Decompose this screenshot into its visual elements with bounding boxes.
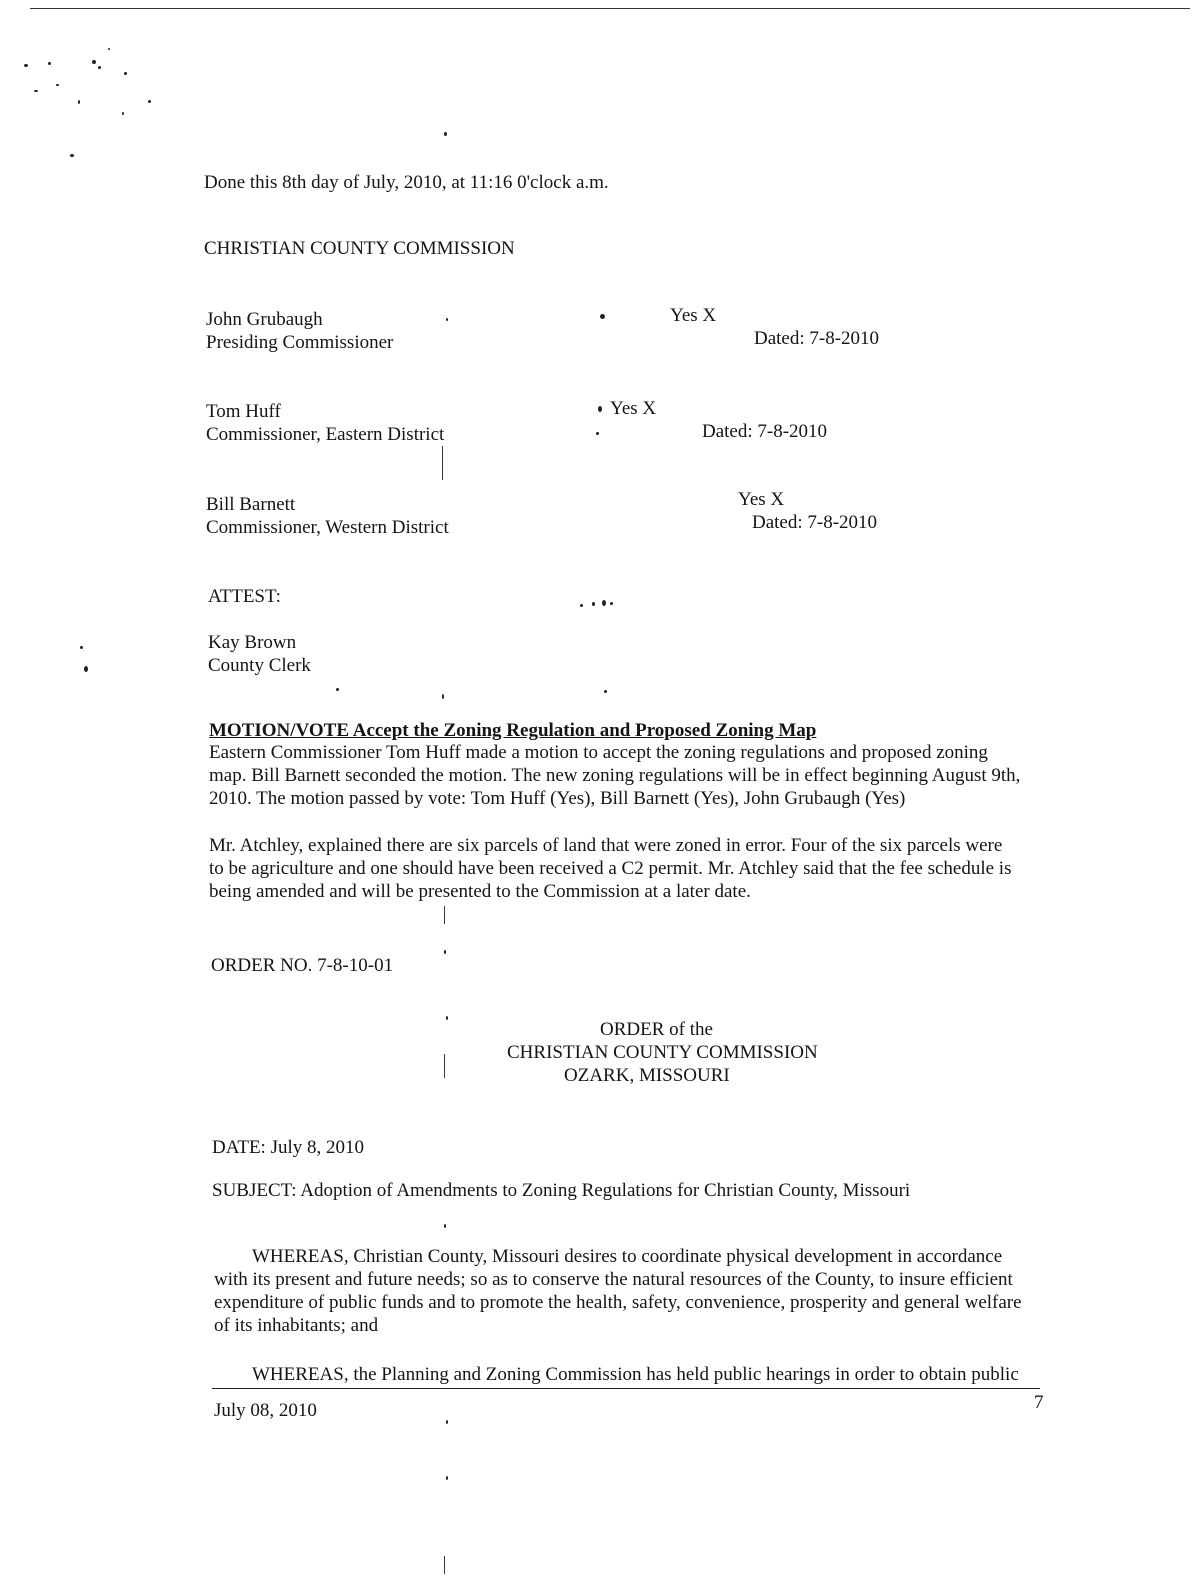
atchley-paragraph <box>209 834 1011 903</box>
paragraph-line: Eastern Commissioner Tom Huff made a motion to accept the zoning regulations and proposed zoning <box>209 742 988 763</box>
date-line: DATE: July 8, 2010 <box>212 1137 364 1158</box>
order-header-line2: CHRISTIAN COUNTY COMMISSION <box>507 1042 818 1063</box>
paragraph-line: map. Bill Barnett seconded the motion. The new zoning regulations will be in effect beginning August 9th, <box>209 765 1021 786</box>
paragraph-line: of its inhabitants; and <box>214 1315 379 1336</box>
commissioner-vote: Yes X <box>738 489 785 510</box>
footer-date: July 08, 2010 <box>214 1400 317 1421</box>
commissioner-vote: Yes X <box>610 398 657 419</box>
paragraph-line: 2010. The motion passed by vote: Tom Huff (Yes), Bill Barnett (Yes), John Grubaugh (Yes) <box>209 788 906 809</box>
whereas-paragraph-1 <box>214 1245 1022 1337</box>
order-header-line3: OZARK, MISSOURI <box>564 1065 730 1086</box>
footer-rule <box>212 1388 1040 1389</box>
clerk-title: County Clerk <box>208 655 311 676</box>
whereas-paragraph-2: WHEREAS, the Planning and Zoning Commission has held public hearings in order to obtain public <box>252 1364 1019 1385</box>
motion-paragraph <box>209 741 1020 810</box>
paragraph-line: expenditure of public funds and to promote the health, safety, convenience, prosperity and general welfare <box>214 1292 1022 1313</box>
paragraph-line: WHEREAS, Christian County, Missouri desires to coordinate physical development in accordance <box>252 1246 1003 1267</box>
subject-line: SUBJECT: Adoption of Amendments to Zoning Regulations for Christian County, Missouri <box>212 1180 911 1201</box>
done-line: Done this 8th day of July, 2010, at 11:16 0'clock a.m. <box>204 172 609 193</box>
commissioner-dated: Dated: 7-8-2010 <box>754 328 880 349</box>
top-border-line <box>30 8 1190 9</box>
commissioner-name: Bill Barnett <box>206 494 296 515</box>
order-header-line1: ORDER of the <box>600 1019 713 1040</box>
attest-label: ATTEST: <box>208 586 281 607</box>
commission-title: CHRISTIAN COUNTY COMMISSION <box>204 238 515 259</box>
commissioner-name: John Grubaugh <box>206 309 323 330</box>
commissioner-title: Commissioner, Western District <box>206 517 449 538</box>
commissioner-dated: Dated: 7-8-2010 <box>752 512 878 533</box>
commissioner-title: Commissioner, Eastern District <box>206 424 445 445</box>
commissioner-dated: Dated: 7-8-2010 <box>702 421 828 442</box>
paragraph-line: to be agriculture and one should have been received a C2 permit. Mr. Atchley said that the fee schedule is <box>209 858 1012 879</box>
commissioner-title: Presiding Commissioner <box>206 332 394 353</box>
page-number: 7 <box>1034 1392 1044 1413</box>
clerk-name: Kay Brown <box>208 632 297 653</box>
paragraph-line: being amended and will be presented to the Commission at a later date. <box>209 881 751 902</box>
paragraph-line: with its present and future needs; so as to conserve the natural resources of the County, to insure efficient <box>214 1269 1013 1290</box>
commissioner-name: Tom Huff <box>206 401 281 422</box>
paragraph-line: Mr. Atchley, explained there are six parcels of land that were zoned in error. Four of the six parcels were <box>209 835 1003 856</box>
motion-heading: MOTION/VOTE Accept the Zoning Regulation and Proposed Zoning Map <box>209 720 817 741</box>
order-number: ORDER NO. 7-8-10-01 <box>211 955 394 976</box>
commissioner-vote: Yes X <box>670 305 717 326</box>
